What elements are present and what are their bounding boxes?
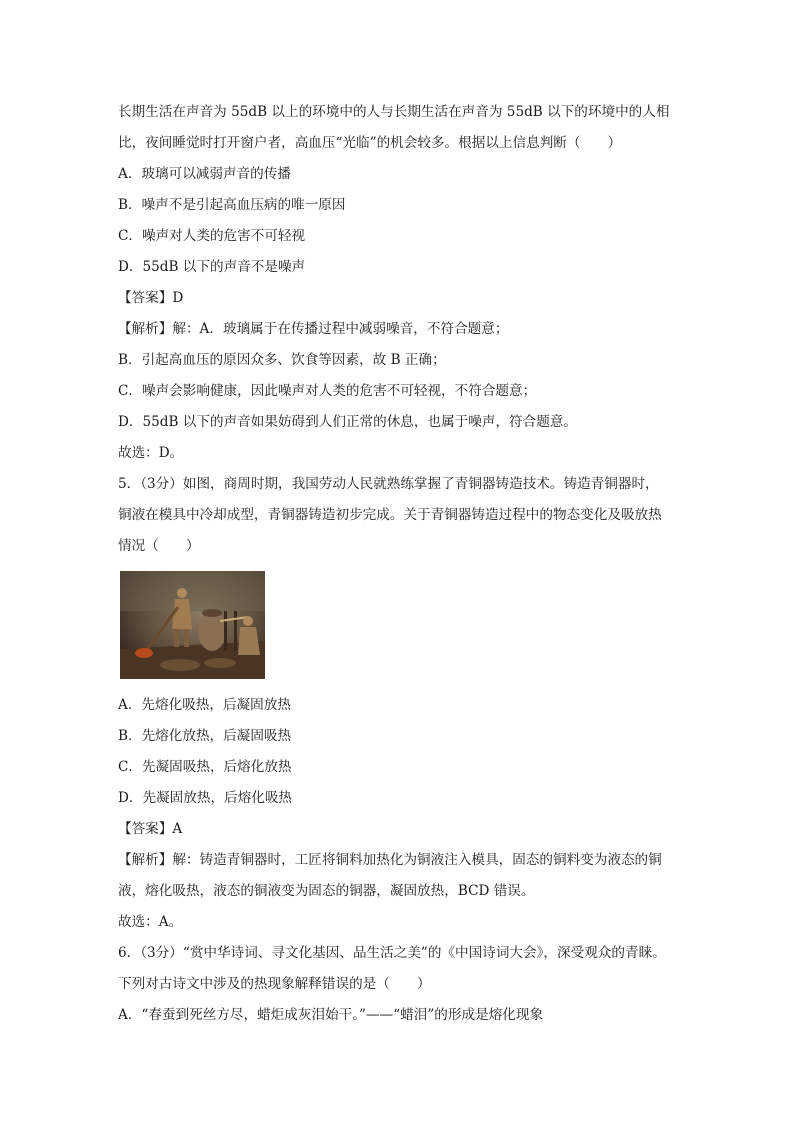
q5-stem-line-3: 情况（ ） xyxy=(118,538,200,554)
bronze-casting-photo xyxy=(120,571,265,679)
q4-stem-line-2: 比，夜间睡觉时打开窗户者，高血压“光临”的机会较多。根据以上信息判断（ ） xyxy=(118,135,622,151)
q4-analysis-line-3: C．噪声会影响健康，因此噪声对人类的危害不可轻视，不符合题意； xyxy=(118,383,537,399)
q6-stem-line-2: 下列对古诗文中涉及的热现象解释错误的是（ ） xyxy=(118,976,431,992)
q4-option-b: B．噪声不是引起高血压病的唯一原因 xyxy=(118,197,346,213)
q4-option-a: A．玻璃可以减弱声音的传播 xyxy=(118,166,291,182)
q5-option-c: C．先凝固吸热，后熔化放热 xyxy=(118,759,292,775)
q4-analysis-line-4: D．55dB 以下的声音如果妨碍到人们正常的休息，也属于噪声，符合题意。 xyxy=(118,414,578,430)
q5-answer: 【答案】A xyxy=(118,821,183,837)
q4-option-c: C．噪声对人类的危害不可轻视 xyxy=(118,228,306,244)
q4-analysis-line-1: 【解析】解：A．玻璃属于在传播过程中减弱噪音，不符合题意； xyxy=(118,321,509,337)
q4-analysis-line-2: B．引起高血压的原因众多、饮食等因素，故 B 正确； xyxy=(118,352,446,368)
q4-conclusion: 故选：D。 xyxy=(118,445,184,461)
q5-analysis-line-2: 液，熔化吸热，液态的铜液变为固态的铜器，凝固放热，BCD 错误。 xyxy=(118,883,535,899)
q5-stem-line-2: 铜液在模具中冷却成型，青铜器铸造初步完成。关于青铜器铸造过程中的物态变化及吸放热 xyxy=(118,507,662,523)
q5-analysis-line-1: 【解析】解：铸造青铜器时，工匠将铜料加热化为铜液注入模具，固态的铜料变为液态的铜 xyxy=(118,852,662,868)
q5-option-d: D．先凝固放热，后熔化吸热 xyxy=(118,790,293,806)
q4-stem-line-1: 长期生活在声音为 55dB 以上的环境中的人与长期生活在声音为 55dB 以下的环境中的人相 xyxy=(118,104,670,120)
q5-stem-line-1: 5．（3分）如图，商周时期，我国劳动人民就熟练掌握了青铜器铸造技术。铸造青铜器时， xyxy=(118,476,659,492)
q5-option-b: B．先熔化放热，后凝固吸热 xyxy=(118,728,292,744)
q5-option-a: A．先熔化吸热，后凝固放热 xyxy=(118,697,291,713)
q6-option-a: A．“春蚕到死丝方尽，蜡炬成灰泪始干。”——“蜡泪”的形成是熔化现象 xyxy=(118,1007,544,1023)
q6-stem-line-1: 6．（3分）“赏中华诗词、寻文化基因、品生活之美”的《中国诗词大会》，深受观众的青睐。 xyxy=(118,945,666,961)
q5-conclusion: 故选：A。 xyxy=(118,914,183,930)
q4-answer: 【答案】D xyxy=(118,290,184,306)
q4-option-d: D．55dB 以下的声音不是噪声 xyxy=(118,259,306,275)
